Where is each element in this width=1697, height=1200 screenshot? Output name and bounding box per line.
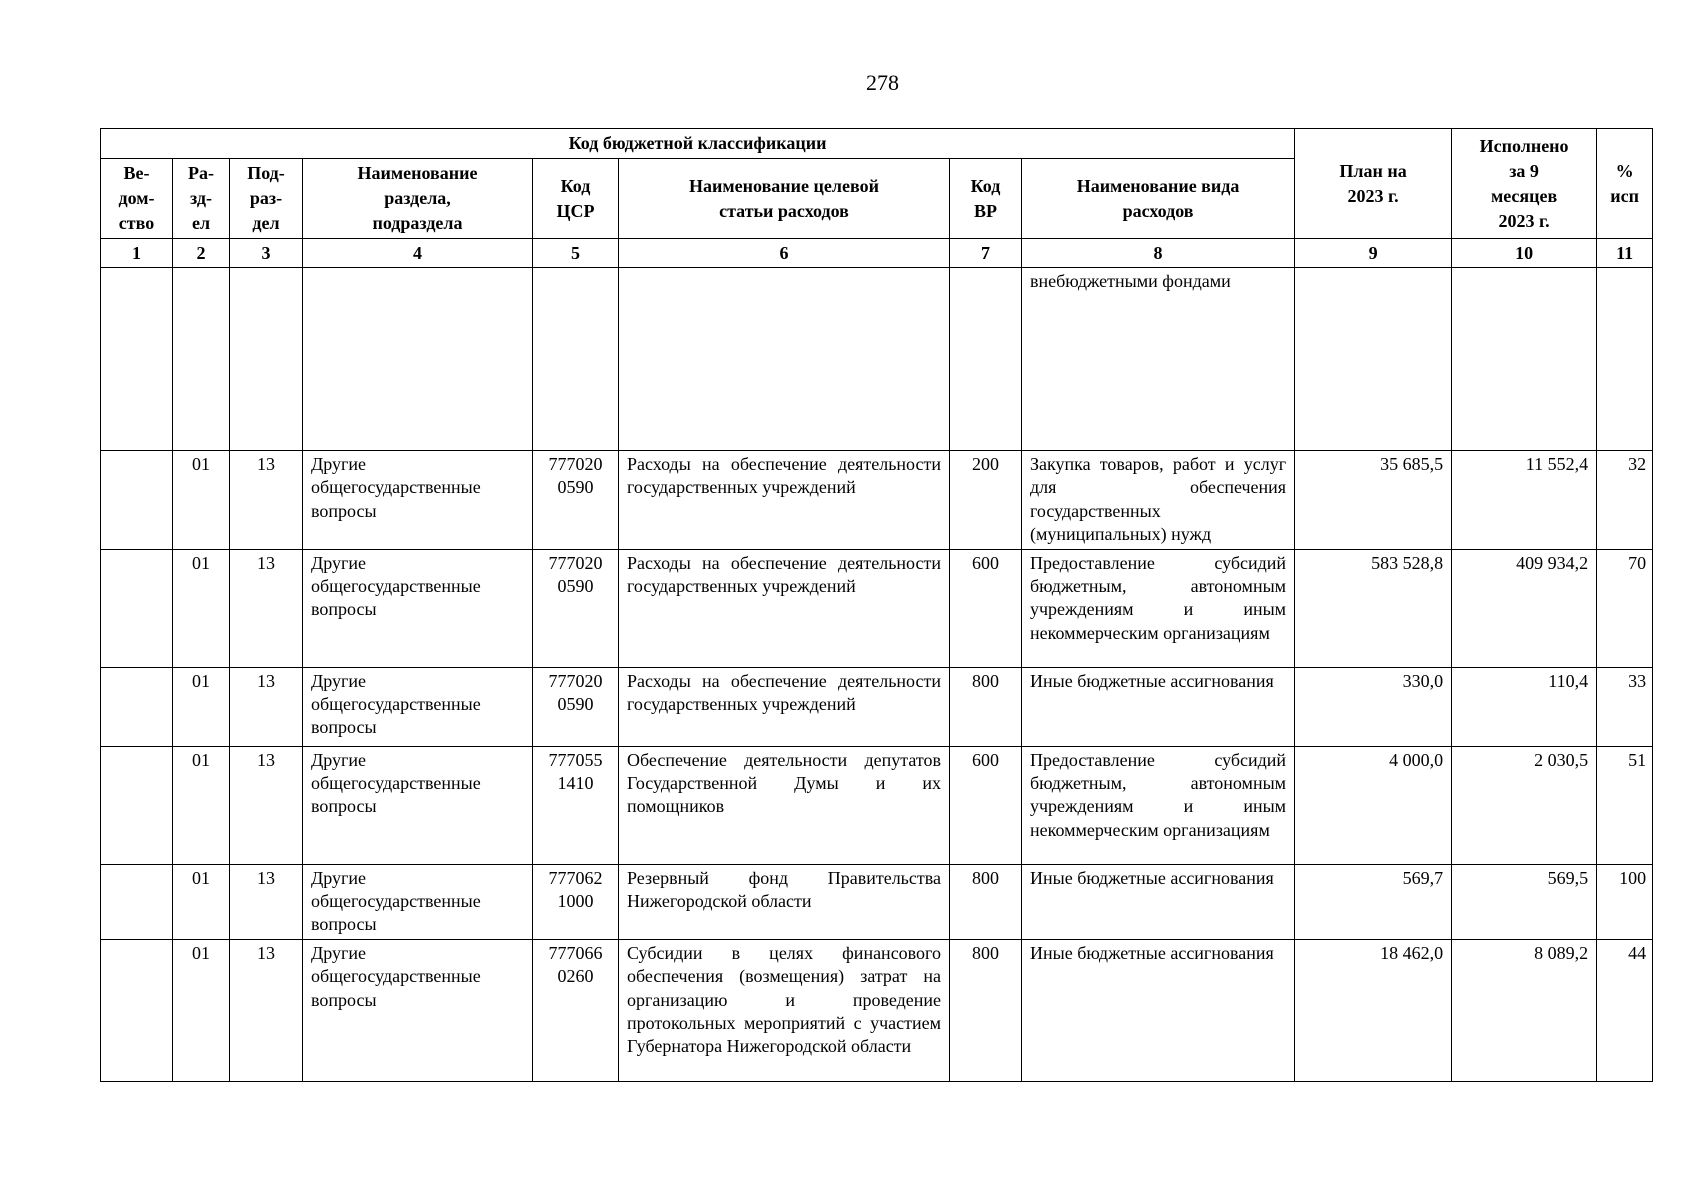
csr-code-cell: 777055 1410: [533, 746, 619, 864]
col-number: 9: [1295, 239, 1452, 268]
plan-cell: 330,0: [1295, 667, 1452, 746]
vedomstvo-cell: [101, 667, 173, 746]
col-number: 7: [950, 239, 1022, 268]
section-cell: 01: [173, 667, 230, 746]
table-row: [101, 667, 1653, 746]
csr-code-cell: 777066 0260: [533, 939, 619, 1081]
col-number: 5: [533, 239, 619, 268]
col-number: 10: [1452, 239, 1597, 268]
vr-code-cell: 200: [950, 451, 1022, 550]
col-number: 8: [1022, 239, 1295, 268]
percent-cell: 32: [1597, 451, 1653, 550]
executed-cell: 409 934,2: [1452, 549, 1597, 667]
col-header-11: % исп: [1597, 129, 1653, 239]
col-number: 11: [1597, 239, 1653, 268]
col-number: 1: [101, 239, 173, 268]
subsection-cell: 13: [230, 667, 303, 746]
section-name-cell: Другие общегосударственные вопросы: [303, 451, 533, 550]
col-header-8: Наименование вида расходов: [1022, 159, 1295, 239]
expense-type-cell: Предоставление субсидий бюджетным, автономным учреждениям и иным некоммерческим организациям: [1022, 746, 1295, 864]
table-body: [101, 268, 1653, 1082]
page-number: 278: [866, 70, 899, 95]
col-header-10: Исполнено за 9 месяцев 2023 г.: [1452, 129, 1597, 239]
col-number: 4: [303, 239, 533, 268]
vr-code-cell: 800: [950, 667, 1022, 746]
target-article-cell: Расходы на обеспечение деятельности государственных учреждений: [619, 549, 950, 667]
percent-cell: 100: [1597, 864, 1653, 939]
section-name-cell: Другие общегосударственные вопросы: [303, 939, 533, 1081]
percent-cell: 44: [1597, 939, 1653, 1081]
subsection-cell: 13: [230, 549, 303, 667]
vedomstvo-cell: [101, 864, 173, 939]
section-name-cell: Другие общегосударственные вопросы: [303, 864, 533, 939]
col-number: 2: [173, 239, 230, 268]
table-row: [101, 451, 1653, 550]
col-header-7: Код ВР: [950, 159, 1022, 239]
col-header-1: Ве- дом- ство: [101, 159, 173, 239]
table-header: [101, 129, 1653, 268]
col-header-5: Код ЦСР: [533, 159, 619, 239]
section-name-cell: Другие общегосударственные вопросы: [303, 746, 533, 864]
col-header-3: Под- раз- дел: [230, 159, 303, 239]
executed-cell: 110,4: [1452, 667, 1597, 746]
target-article-cell: Резервный фонд Правительства Нижегородской области: [619, 864, 950, 939]
section-name-cell: Другие общегосударственные вопросы: [303, 667, 533, 746]
subsection-cell: 13: [230, 746, 303, 864]
section-cell: 01: [173, 549, 230, 667]
expense-type-cell: Иные бюджетные ассигнования: [1022, 864, 1295, 939]
section-cell: 01: [173, 746, 230, 864]
executed-cell: 2 030,5: [1452, 746, 1597, 864]
csr-code-cell: 777020 0590: [533, 451, 619, 550]
col-number: 6: [619, 239, 950, 268]
vedomstvo-cell: [101, 746, 173, 864]
subsection-cell: 13: [230, 939, 303, 1081]
plan-cell: 35 685,5: [1295, 451, 1452, 550]
continuation-row: [101, 268, 1653, 451]
kbk-group-header: Код бюджетной классификации: [101, 129, 1295, 159]
col-header-4: Наименование раздела, подраздела: [303, 159, 533, 239]
plan-cell: 18 462,0: [1295, 939, 1452, 1081]
col-header-6: Наименование целевой статьи расходов: [619, 159, 950, 239]
executed-cell: 569,5: [1452, 864, 1597, 939]
expense-type-cell: Иные бюджетные ассигнования: [1022, 939, 1295, 1081]
vr-code-cell: 800: [950, 939, 1022, 1081]
csr-code-cell: 777020 0590: [533, 667, 619, 746]
expense-type-cell: внебюджетными фондами: [1022, 268, 1295, 451]
col-header-9: План на 2023 г.: [1295, 129, 1452, 239]
expense-type-cell: Предоставление субсидий бюджетным, автономным учреждениям и иным некоммерческим организациям: [1022, 549, 1295, 667]
target-article-cell: Субсидии в целях финансового обеспечения (возмещения) затрат на организацию и проведение протокольных мероприятий с участием Губернатора Нижегородской области: [619, 939, 950, 1081]
percent-cell: 70: [1597, 549, 1653, 667]
target-article-cell: Обеспечение деятельности депутатов Государственной Думы и их помощников: [619, 746, 950, 864]
csr-code-cell: 777020 0590: [533, 549, 619, 667]
vr-code-cell: 600: [950, 746, 1022, 864]
expense-type-cell: Закупка товаров, работ и услуг для обеспечения государственных (муниципальных) нужд: [1022, 451, 1295, 550]
section-name-cell: Другие общегосударственные вопросы: [303, 549, 533, 667]
percent-cell: 51: [1597, 746, 1653, 864]
section-cell: 01: [173, 451, 230, 550]
expense-type-cell: Иные бюджетные ассигнования: [1022, 667, 1295, 746]
csr-code-cell: 777062 1000: [533, 864, 619, 939]
vedomstvo-cell: [101, 451, 173, 550]
plan-cell: 569,7: [1295, 864, 1452, 939]
col-header-2: Ра- зд- ел: [173, 159, 230, 239]
vr-code-cell: 800: [950, 864, 1022, 939]
table-row: [101, 549, 1653, 667]
vedomstvo-cell: [101, 939, 173, 1081]
table-row: [101, 746, 1653, 864]
percent-cell: 33: [1597, 667, 1653, 746]
subsection-cell: 13: [230, 451, 303, 550]
table-row: [101, 939, 1653, 1081]
subsection-cell: 13: [230, 864, 303, 939]
target-article-cell: Расходы на обеспечение деятельности государственных учреждений: [619, 667, 950, 746]
table-row: [101, 864, 1653, 939]
col-number: 3: [230, 239, 303, 268]
vedomstvo-cell: [101, 549, 173, 667]
column-numbers-row: [101, 239, 1653, 268]
section-cell: 01: [173, 939, 230, 1081]
target-article-cell: Расходы на обеспечение деятельности государственных учреждений: [619, 451, 950, 550]
section-cell: 01: [173, 864, 230, 939]
executed-cell: 11 552,4: [1452, 451, 1597, 550]
plan-cell: 4 000,0: [1295, 746, 1452, 864]
plan-cell: 583 528,8: [1295, 549, 1452, 667]
vr-code-cell: 600: [950, 549, 1022, 667]
executed-cell: 8 089,2: [1452, 939, 1597, 1081]
budget-table: [100, 128, 1653, 1082]
